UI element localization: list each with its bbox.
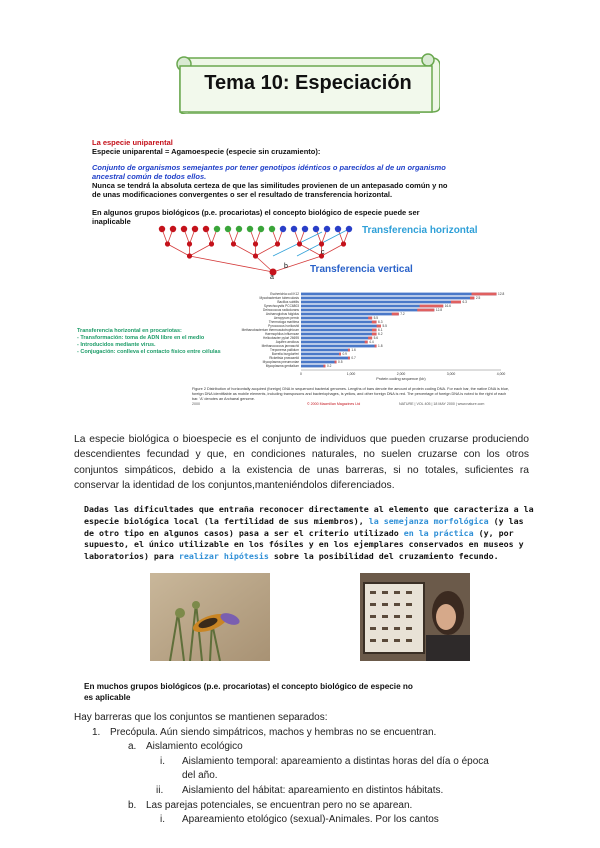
chart-category-label: Thermotoga maritima (268, 320, 299, 324)
list-item: Las parejas potenciales, se encuentran pero no se aparean. (146, 799, 413, 811)
text-segment: sobre la posibilidad del cruzamiento fecundo. (268, 551, 499, 562)
chart-category-label: Escherichia coli K12 (270, 292, 299, 296)
list-marker: a. (128, 741, 137, 753)
chart-category-label: Methanobacterium thermoautotrophicum (241, 328, 299, 332)
highlight: la semejanza morfológica (368, 515, 489, 526)
hgt-chart-figure (77, 290, 517, 410)
tree-inner-node (253, 241, 258, 246)
chart-bar-foreign (323, 365, 325, 368)
chart-bar (301, 317, 372, 320)
chart-bar (301, 353, 341, 356)
chart-value-label: 5.5 (373, 316, 379, 320)
chart-bar (301, 333, 377, 336)
text-segment: Dadas las dificultades que entraña reconocer directamente al elemento que caracteriza a la especie biológica local (la fertilidad de sus miembros), (84, 504, 534, 526)
chart-category-label: Helicobacter pylori 26695 (263, 336, 299, 340)
chart-bar (301, 365, 325, 368)
chart-tick-label: 4,000 (496, 372, 506, 376)
chart-value-label: 5.5 (382, 324, 387, 328)
chart-value-label: 0.5 (338, 360, 343, 364)
chart-value-label: 6.3 (462, 300, 467, 304)
chart-category-label: Bacillus subtilis (277, 300, 299, 304)
chart-bar-foreign (377, 325, 381, 328)
chart-category-label: Pyrococcus horikoshii (268, 324, 299, 328)
footer-right: NATURE | VOL 405 | 18 MAY 2000 | www.nature.com (399, 402, 485, 406)
phylogeny-tree (92, 132, 512, 292)
chart-bar-foreign (348, 357, 350, 360)
chart-bar (301, 357, 350, 360)
chart-category-label: Methanococcus jannaschii (261, 344, 299, 348)
chart-category-label: Deinococcus radiodurans (263, 308, 299, 312)
chart-bar-foreign (420, 305, 444, 308)
tree-inner-node (187, 253, 192, 258)
chart-value-label: 2.5 (475, 296, 481, 300)
tree-tip-node (291, 226, 297, 232)
chart-value-label: 1.6 (351, 348, 356, 352)
tree-tip-node (247, 226, 253, 232)
list-marker: 1. (92, 726, 101, 738)
chart-bar-foreign (339, 353, 341, 356)
chart-bar-foreign (417, 309, 434, 312)
chart-bar-foreign (368, 337, 372, 340)
chart-bar-foreign (335, 361, 337, 364)
tree-tip-node (181, 226, 187, 232)
chart-bar (301, 321, 377, 324)
tree-inner-node (341, 241, 346, 246)
hgt-item: - Conjugación: conlleva el contacto físico entre células (77, 349, 221, 355)
tree-inner-node (165, 241, 170, 246)
chart-value-label: 5.6 (373, 336, 379, 340)
chart-value-label: 6.2 (378, 332, 383, 336)
morphology-text (84, 504, 534, 563)
chart-category-label: Mycobacterium tuberculosis (259, 296, 299, 300)
chart-bar-foreign (470, 297, 474, 300)
highlight: realizar hipótesis (178, 551, 269, 562)
insects-image (150, 573, 270, 661)
definition-line: Conjunto de organismos semejantes por tener genotipos idénticos o parecidos al de un organismo (92, 163, 446, 172)
list-marker: b. (128, 799, 137, 811)
body-paragraph: La especie biológica o bioespecie es el conjunto de individuos que pueden cruzarse produciendo descendientes fecundad y que, en condiciones naturales, no suelen cruzarse con los otros conjuntos simpáticos, debido a la existencia de unas barreras, si no totales, suficientes ra conservar la identidad de los conjuntos,manteniéndolos diferenciados. (74, 434, 529, 491)
chart-bar (301, 297, 474, 300)
chart-category-label: Aquifex aeolicus (275, 340, 299, 344)
chart-bar-foreign (368, 317, 372, 320)
chart-bar (301, 361, 337, 364)
tree-tip-node (302, 226, 308, 232)
chart-bar (301, 345, 377, 348)
highlight: en la práctica (403, 527, 474, 538)
figure-line: Especie uniparental = Agamoespecie (especie sin cruzamiento): (92, 147, 321, 156)
chart-value-label: 1.8 (378, 344, 383, 348)
chart-bar (301, 309, 434, 312)
chart-value-label: 7.2 (400, 312, 405, 316)
tree-tip-node (313, 226, 319, 232)
list-item: Precópula. Aún siendo simpátricos, machos y hembras no se encuentran. (110, 726, 437, 738)
footer-mid: © 2000 Macmillan Magazines Ltd (307, 402, 361, 406)
chart-bar-foreign (451, 301, 461, 304)
chart-bar-foreign (372, 333, 377, 336)
tree-tip-node (324, 226, 330, 232)
tree-tip-node (170, 226, 176, 232)
chart-bar-foreign (365, 341, 368, 344)
tree-inner-node (209, 241, 214, 246)
chart-category-label: Mycoplasma genitalium (265, 364, 299, 368)
list-item: Apareamiento etológico (sexual)-Animales. Por los cantos (182, 814, 439, 826)
outline-intro: Hay barreras que los conjuntos se mantienen separados: (74, 712, 328, 723)
insects-photo (150, 573, 270, 661)
chart-category-label: Aeropyrum pernix (273, 316, 299, 320)
node-label-b: b (284, 263, 288, 270)
chart-value-label: 16.6 (444, 304, 451, 308)
chart-bar (301, 341, 368, 344)
title-banner (170, 50, 440, 114)
list-marker: i. (160, 814, 165, 826)
note-line: de unas modificaciones convergentes o ser el resultado de transferencia horizontal. (92, 190, 393, 199)
tree-tip-node (159, 226, 165, 232)
list-item-continuation: del año. (182, 770, 218, 782)
note-line: En algunos grupos biológicos (p.e. procariotas) el concepto biológico de especie puede ser (92, 208, 420, 217)
tree-inner-node (231, 241, 236, 246)
chart-bar-foreign (392, 313, 399, 316)
chart-value-label: 0.9 (342, 352, 347, 356)
figure-caption: Figure 2 Distribution of horizontally acquired (foreign) DNA in sequenced bacterial genomes. Lengths of bars denote the amount of protein coding DNA. For each bar, the native DNA is blue, foreign DNA identifiable as mobile elements, including transposons and bacteriophages, is yellow, and other foreign DNA is red. The percentage of foreign DNA is noted to the right of each bar. 'A' denotes an Archaeal genome. (192, 387, 510, 401)
hgt-title: Transferencia horizontal en procariotas: (77, 328, 182, 334)
text-segment: (y las de otro tipo en algunos casos) pasa a ser el criterio utilizado (84, 515, 524, 538)
hgt-bar-chart (227, 290, 507, 385)
chart-category-label: Mycoplasma pneumoniae (262, 360, 299, 364)
list-marker: i. (160, 755, 165, 767)
figure-heading: La especie uniparental (92, 138, 173, 147)
chart-bar (301, 325, 381, 328)
tree-tip-node (280, 226, 286, 232)
chart-bar (301, 349, 350, 352)
chart-bar (301, 301, 461, 304)
footer-left: 2000 (192, 402, 200, 406)
tree-tip-node (225, 226, 231, 232)
chart-value-label: 0.2 (326, 364, 332, 368)
chart-category-label: Haemophilus influenzae (264, 332, 299, 336)
tree-tip-node (335, 226, 341, 232)
chart-value-label: 12.8 (435, 308, 443, 312)
chart-tick-label: 2,000 (396, 372, 406, 376)
chart-bar-foreign (372, 329, 377, 332)
footer-line: En muchos grupos biológicos (p.e. procariotas) el concepto biológico de especie no (84, 682, 413, 691)
museum-image (360, 573, 470, 661)
chart-category-label: Treponema pallidum (270, 348, 299, 352)
tree-inner-node (297, 241, 302, 246)
chart-axis-label: Protein coding sequence (kb) (376, 377, 426, 381)
tree-inner-node (253, 253, 258, 258)
tree-tip-node (192, 226, 198, 232)
node-label-a: a (270, 274, 274, 281)
node-label-c: c (321, 249, 325, 256)
chart-bar-foreign (372, 321, 377, 324)
chart-value-label: 12.8 (498, 292, 505, 296)
morphology-footer (84, 682, 524, 703)
chart-category-label: Archaeoglobus fulgidus (265, 312, 299, 316)
tree-tip-node (214, 226, 220, 232)
chart-value-label: 6.3 (378, 320, 383, 324)
list-item: Aislamiento del hábitat: apareamiento en distintos hábitats. (182, 785, 444, 796)
definition-line: ancestral común de todos ellos. (92, 172, 207, 181)
chart-bar (301, 329, 377, 332)
tree-inner-node (319, 241, 324, 246)
chart-category-label: Borrelia burgdorferi (271, 352, 299, 356)
list-item: Aislamiento temporal: apareamiento a distintas horas del día o época (182, 755, 489, 767)
chart-bar (301, 337, 372, 340)
chart-value-label: 0.7 (351, 356, 356, 360)
chart-value-label: 6.1 (378, 328, 383, 332)
chart-category-label: Rickettsia prowazekii (269, 356, 299, 360)
museum-photo (360, 573, 470, 661)
note-line: Nunca se tendrá la absoluta certeza de que las similitudes provienen de un antepasado común y no (92, 181, 448, 190)
chart-category-label: Synechocystis PCC6803 (263, 304, 299, 308)
footer-line: es aplicable (84, 692, 131, 702)
vertical-label: Transferencia vertical (310, 264, 413, 275)
hgt-item: - Introducidos mediante virus. (77, 342, 156, 348)
hgt-item: - Transformación: toma de ADN libre en el medio (77, 335, 205, 341)
chart-tick-label: 3,000 (446, 372, 456, 376)
chart-bar-foreign (472, 293, 497, 296)
horizontal-label: Transferencia horizontal (362, 225, 478, 236)
tree-tip-node (269, 226, 275, 232)
text-segment: (y, por supuesto, el único utilizable en los fósiles y en los ejemplares conservados en museos y laboratorios) para (84, 527, 524, 562)
tree-tip-node (346, 226, 352, 232)
chart-bar (301, 313, 399, 316)
list-marker: ii. (156, 785, 164, 796)
tree-inner-node (275, 241, 280, 246)
tree-tip-node (258, 226, 264, 232)
page-title: Tema 10: Especiación (204, 72, 412, 94)
tree-tip-node (236, 226, 242, 232)
chart-bar-foreign (348, 349, 350, 352)
chart-value-label: 4.4 (369, 340, 374, 344)
hgt-box (77, 328, 227, 356)
note-line: inaplicable (92, 217, 131, 226)
chart-tick-label: 0 (300, 372, 302, 376)
chart-bar (301, 293, 497, 296)
tree-tip-node (203, 226, 209, 232)
chart-bar-foreign (375, 345, 377, 348)
list-item: Aislamiento ecológico (146, 741, 243, 753)
tree-inner-node (187, 241, 192, 246)
chart-tick-label: 1,000 (346, 372, 356, 376)
